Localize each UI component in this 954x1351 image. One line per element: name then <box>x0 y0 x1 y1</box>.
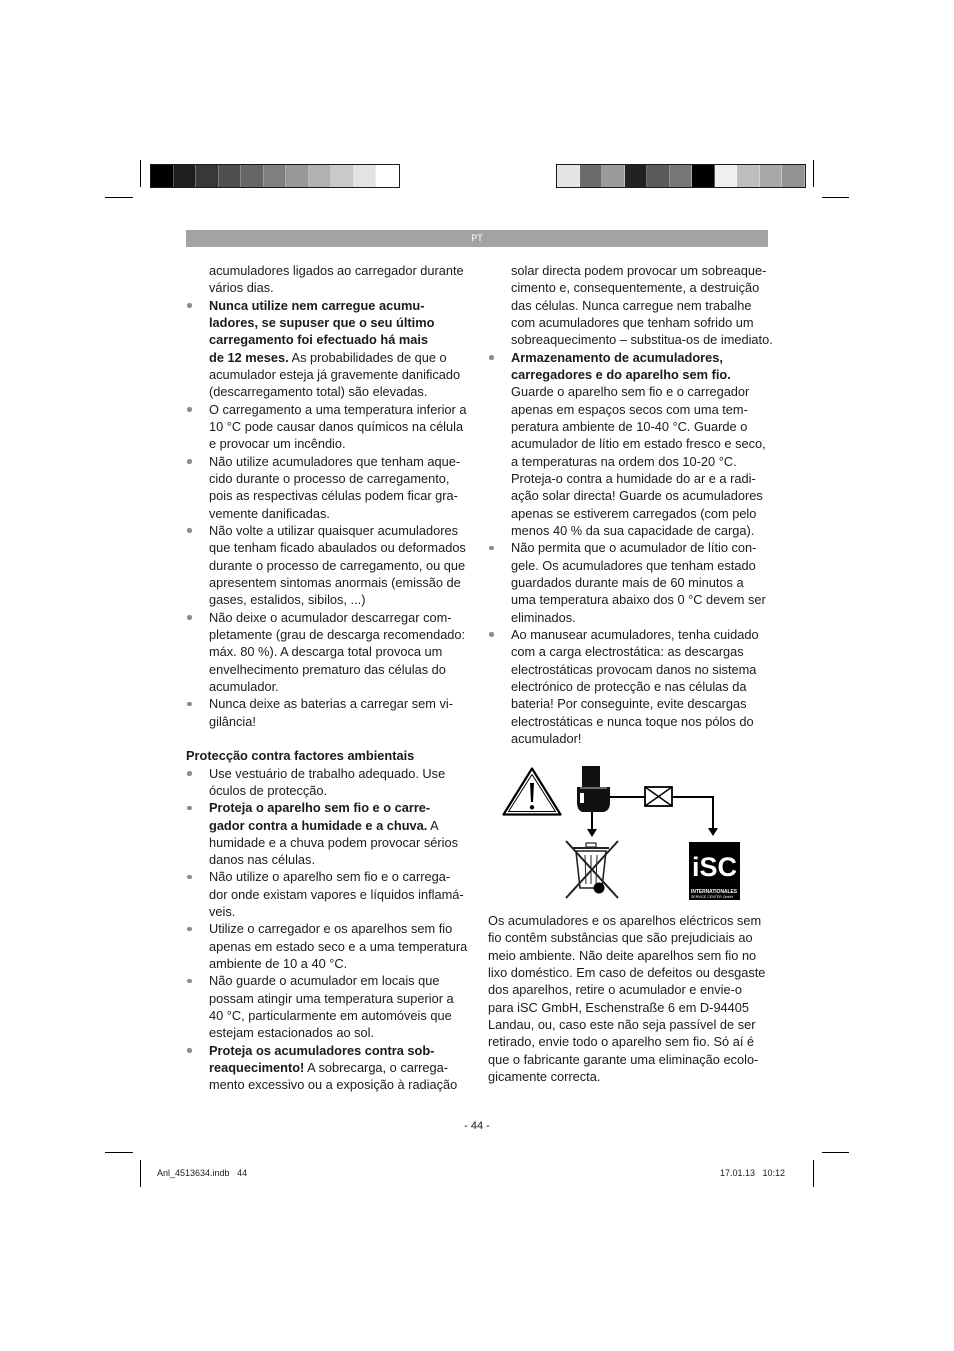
text-line <box>209 1076 476 1093</box>
text-line <box>511 487 773 504</box>
text-line <box>209 470 476 487</box>
text-line <box>209 990 476 1007</box>
text-line <box>209 626 476 643</box>
text-line <box>511 643 773 660</box>
disposal-paragraph <box>488 912 773 1085</box>
text-line <box>511 505 773 522</box>
color-swatch <box>737 165 760 187</box>
color-swatch <box>241 165 264 187</box>
regular-text: pois as respectivas células podem ficar gra- <box>209 488 458 504</box>
bullet-item <box>186 297 476 401</box>
text-line <box>209 868 476 885</box>
color-swatch <box>196 165 219 187</box>
regular-text: peratura ambiente de 10-40 °C. Guarde o <box>511 418 748 434</box>
text-line <box>209 695 476 712</box>
color-swatch <box>376 165 399 187</box>
color-swatch <box>602 165 625 187</box>
regular-text: danos nas células. <box>209 852 315 868</box>
paragraph <box>488 912 773 1085</box>
bullet-dot <box>187 615 192 620</box>
color-swatch <box>219 165 242 187</box>
battery-charger-icon <box>577 766 610 812</box>
regular-text: que o fabricante garante uma eliminação ecolo- <box>488 1051 759 1067</box>
regular-text: gicamente correcta. <box>488 1068 601 1084</box>
regular-text: cimento e, consequentemente, a destruição <box>511 280 760 296</box>
regular-text: Não utilize o aparelho sem fio e o carrega- <box>209 869 451 885</box>
bold-text: Nunca utilize nem carregue acumu- <box>209 297 425 313</box>
text-line <box>209 557 476 574</box>
regular-text: 10 °C pode causar danos químicos na célula <box>209 418 464 434</box>
regular-text: a temperaturas na ordem dos 10-20 °C. <box>511 453 737 469</box>
regular-text: máx. 80 %). A descarga total provoca um <box>209 644 443 660</box>
text-line <box>209 782 476 799</box>
color-swatch <box>557 165 580 187</box>
text-line <box>488 1016 773 1033</box>
text-line <box>209 643 476 660</box>
bullet-item <box>186 1042 476 1094</box>
regular-text: sobreaquecimento – substitua-os de imediato. <box>511 332 773 348</box>
regular-text: estejam estacionados ao sol. <box>209 1025 375 1041</box>
text-line <box>209 279 476 296</box>
language-header-bar <box>186 230 768 247</box>
regular-text: electrostáticas provocam danos no sistema <box>511 661 757 677</box>
bold-text: Proteja os acumuladores contra sob- <box>209 1042 435 1058</box>
bullet-item <box>186 972 476 1041</box>
regular-text: cido durante o processo de carregamento, <box>209 470 450 486</box>
language-label: PT <box>471 233 483 243</box>
regular-text: electrónico de protecção e nas células da <box>511 678 747 694</box>
regular-text: dor onde existam vapores e líquidos inflamá- <box>209 886 464 902</box>
text-line <box>209 297 476 314</box>
text-line <box>511 279 773 296</box>
arrow-to-bin <box>587 812 597 837</box>
text-line <box>488 947 773 964</box>
right-color-bar <box>556 164 806 188</box>
regular-text: Não deixe o acumulador descarregar com- <box>209 609 452 625</box>
text-line <box>511 539 773 556</box>
regular-text: apresentem sintomas anormais (emissão de <box>209 574 461 590</box>
regular-text: humidade e a chuva podem provocar sérios <box>209 834 458 850</box>
text-line <box>209 972 476 989</box>
text-line <box>511 366 773 383</box>
regular-text: solar directa podem provocar um sobreaque- <box>511 263 767 278</box>
bold-text: reaquecimento! <box>209 1060 305 1076</box>
color-swatch <box>264 165 287 187</box>
bullet-item <box>186 695 476 730</box>
regular-text: ação solar directa! Guarde os acumuladores <box>511 488 763 504</box>
print-file-name: Anl_4513634.indb 44 <box>157 1168 248 1178</box>
right-column <box>488 262 773 747</box>
crop-mark <box>140 1160 141 1187</box>
regular-text: eliminados. <box>511 609 576 625</box>
disposal-diagram <box>500 760 750 905</box>
regular-text: gilância! <box>209 713 256 729</box>
bold-text: Armazenamento de acumuladores, <box>511 349 723 365</box>
color-swatch <box>286 165 309 187</box>
text-line <box>511 383 773 400</box>
text-line <box>511 574 773 591</box>
regular-text: com acumuladores que tenham sofrido um <box>511 314 754 330</box>
envelope-icon <box>645 787 672 806</box>
regular-text: gases, estalidos, sibilos, ...) <box>209 592 366 608</box>
bullet-dot <box>187 927 192 932</box>
regular-text: possam atingir uma temperatura superior a <box>209 990 454 1006</box>
bold-text: Protecção contra factores ambientais <box>186 748 415 764</box>
isc-logo <box>689 842 740 900</box>
text-line <box>209 349 476 366</box>
color-swatch <box>151 165 174 187</box>
regular-text: menos 40 % da sua capacidade de carga). <box>511 522 755 538</box>
regular-text: mento excessivo ou a exposição à radiação <box>209 1077 458 1093</box>
color-swatch <box>782 165 805 187</box>
text-line <box>511 522 773 539</box>
regular-text: A sobrecarga, o carrega- <box>304 1060 448 1076</box>
regular-text: óculos de protecção. <box>209 782 328 798</box>
color-swatch <box>647 165 670 187</box>
regular-text: Proteja-o contra a humidade do ar e a radi- <box>511 470 756 486</box>
bold-text: de 12 meses. <box>209 349 289 365</box>
text-line <box>511 297 773 314</box>
bullet-dot <box>489 355 494 360</box>
text-line <box>511 331 773 348</box>
continued-paragraph <box>488 262 773 349</box>
text-line <box>209 1024 476 1041</box>
continued-paragraph <box>186 262 476 297</box>
color-swatch <box>354 165 377 187</box>
text-line <box>209 955 476 972</box>
regular-text: que tenham ficado abaulados ou deformados <box>209 540 466 556</box>
regular-text: apenas se estiverem carregados (com pelo <box>511 505 757 521</box>
regular-text: acumuladores ligados ao carregador durante <box>209 263 464 278</box>
regular-text: pletamente (grau de descarga recomendado: <box>209 626 466 642</box>
bullet-item <box>186 453 476 522</box>
regular-text: das células. Nunca carregue nem trabalhe <box>511 297 752 313</box>
regular-text: uma temperatura abaixo dos 0 °C devem ser <box>511 592 766 608</box>
color-swatch <box>331 165 354 187</box>
text-line <box>511 661 773 678</box>
color-swatch <box>309 165 332 187</box>
text-line <box>209 505 476 522</box>
text-line <box>488 1033 773 1050</box>
regular-text: Não permita que o acumulador de lítio con- <box>511 540 757 556</box>
regular-text: durante o processo de carregamento, ou que <box>209 557 466 573</box>
left-column <box>186 262 476 1094</box>
regular-text: veis. <box>209 904 236 920</box>
regular-text: acumulador! <box>511 730 582 746</box>
isc-logo-brand: iSC <box>691 852 738 882</box>
color-swatch <box>174 165 197 187</box>
text-line <box>488 981 773 998</box>
bold-text: Proteja o aparelho sem fio e o carre- <box>209 800 431 816</box>
text-line <box>209 678 476 695</box>
text-line <box>209 765 476 782</box>
text-line <box>209 591 476 608</box>
text-line <box>511 626 773 643</box>
bullet-item <box>186 868 476 920</box>
bullet-item <box>186 522 476 609</box>
bullet-dot <box>187 771 192 776</box>
page-number: - 44 - <box>464 1120 490 1132</box>
text-line <box>511 695 773 712</box>
bullet-item <box>488 539 773 626</box>
regular-text: dos aparelhos, retire o acumulador e envie-o <box>488 982 742 998</box>
text-line <box>209 435 476 452</box>
bullet-item <box>488 626 773 747</box>
regular-text: meio ambiente. Não deite aparelhos sem fio no <box>488 947 757 963</box>
regular-text: Landau, ou, caso este não seja passível de ser <box>488 1016 756 1032</box>
text-line <box>209 487 476 504</box>
text-line <box>209 366 476 383</box>
crop-mark <box>813 1160 814 1187</box>
crossed-out-bin-icon <box>566 841 618 898</box>
bullet-dot <box>489 632 494 637</box>
regular-text: vemente danificadas. <box>209 505 330 521</box>
color-swatch <box>670 165 693 187</box>
text-line <box>488 1051 773 1068</box>
arrow-to-service-center <box>672 797 718 836</box>
text-line <box>511 730 773 747</box>
color-swatch <box>760 165 783 187</box>
regular-text: Ao manusear acumuladores, tenha cuidado <box>511 626 759 642</box>
text-line <box>511 435 773 452</box>
regular-text: guardados durante mais de 60 minutos a <box>511 574 744 590</box>
text-line <box>488 1068 773 1085</box>
text-line <box>209 886 476 903</box>
regular-text: com a carga electrostática: as descargas <box>511 644 744 660</box>
regular-text: As probabilidades de que o <box>288 349 447 365</box>
regular-text: vários dias. <box>209 280 274 296</box>
regular-text: Não volte a utilizar quaisquer acumuladores <box>209 522 458 538</box>
text-line <box>209 938 476 955</box>
regular-text: ambiente de 10 a 40 °C. <box>209 956 348 972</box>
text-line <box>511 262 773 279</box>
regular-text: bateria! Por conseguinte, evite descargas <box>511 696 747 712</box>
text-line <box>209 713 476 730</box>
regular-text: A <box>427 817 439 833</box>
regular-text: electrostáticas e nunca toque nos pólos do <box>511 713 754 729</box>
left-color-bar <box>150 164 400 188</box>
crop-mark <box>105 197 133 198</box>
bold-text: carregadores e do aparelho sem fio. <box>511 366 731 382</box>
regular-text: acumulador. <box>209 678 279 694</box>
bold-text: gador contra a humidade e a chuva. <box>209 817 428 833</box>
text-line <box>186 747 476 764</box>
warning-triangle-icon <box>504 769 561 815</box>
text-line <box>488 999 773 1016</box>
color-swatch <box>580 165 603 187</box>
bullet-item <box>186 401 476 453</box>
text-line <box>209 383 476 400</box>
regular-text: e provocar um incêndio. <box>209 436 346 452</box>
regular-text: 40 °C, particularmente em automóveis que <box>209 1008 452 1024</box>
text-line <box>209 401 476 418</box>
section-heading <box>186 747 476 764</box>
regular-text: retirado, envie todo o aparelho sem fio. Só aí é <box>488 1034 755 1050</box>
crop-mark <box>813 160 814 187</box>
text-line <box>511 349 773 366</box>
regular-text: Utilize o carregador e os aparelhos sem fio <box>209 921 453 937</box>
regular-text: lixo doméstico. Em caso de defeitos ou desgaste <box>488 964 766 980</box>
bullet-item <box>186 799 476 868</box>
text-line <box>209 1007 476 1024</box>
text-line <box>488 964 773 981</box>
text-line <box>511 678 773 695</box>
text-line <box>511 591 773 608</box>
isc-logo-line1: INTERNATIONALES <box>691 889 738 895</box>
regular-text: Não utilize acumuladores que tenham aque- <box>209 453 461 469</box>
regular-text: Nunca deixe as baterias a carregar sem vi- <box>209 696 453 712</box>
text-line <box>511 713 773 730</box>
text-line <box>511 557 773 574</box>
regular-text: Os acumuladores e os aparelhos eléctricos sem <box>488 913 762 928</box>
text-line <box>209 834 476 851</box>
bullet-dot <box>489 546 494 551</box>
text-line <box>209 262 476 279</box>
text-line <box>209 1059 476 1076</box>
text-line <box>209 453 476 470</box>
bullet-dot <box>187 528 192 533</box>
text-line <box>209 799 476 816</box>
bullet-item <box>488 349 773 540</box>
text-line <box>209 539 476 556</box>
text-line <box>209 314 476 331</box>
regular-text: (descarregamento total) são elevadas. <box>209 384 428 400</box>
text-line <box>511 453 773 470</box>
text-line <box>209 817 476 834</box>
print-timestamp: 17.01.13 10:12 <box>720 1168 786 1178</box>
text-line <box>209 418 476 435</box>
regular-text: para iSC GmbH, Eschenstraße 6 em D-94405 <box>488 999 750 1015</box>
text-line <box>209 574 476 591</box>
crop-mark <box>822 1152 849 1153</box>
text-line <box>209 1042 476 1059</box>
regular-text: acumulador esteja já gravemente danificado <box>209 366 461 382</box>
bullet-dot <box>187 875 192 880</box>
bullet-dot <box>187 407 192 412</box>
text-line <box>209 920 476 937</box>
text-line <box>209 609 476 626</box>
color-swatch <box>625 165 648 187</box>
text-line <box>209 851 476 868</box>
text-line <box>488 929 773 946</box>
regular-text: O carregamento a uma temperatura inferior a <box>209 401 467 417</box>
bold-text: ladores, se supuser que o seu último <box>209 314 435 330</box>
bullet-item <box>186 609 476 696</box>
text-line <box>511 314 773 331</box>
regular-text: Guarde o aparelho sem fio e o carregador <box>511 384 750 400</box>
bullet-dot <box>187 979 192 984</box>
color-swatch <box>715 165 738 187</box>
bullet-dot <box>187 1048 192 1053</box>
text-line <box>209 661 476 678</box>
crop-mark <box>140 160 141 187</box>
bullet-dot <box>187 806 192 811</box>
regular-text: Use vestuário de trabalho adequado. Use <box>209 765 446 781</box>
text-line <box>488 912 773 929</box>
bold-text: carregamento foi efectuado há mais <box>209 332 429 348</box>
text-line <box>209 522 476 539</box>
regular-text: apenas em espaços secos com uma tem- <box>511 401 748 417</box>
crop-mark <box>822 197 849 198</box>
crop-mark <box>105 1152 133 1153</box>
bullet-dot <box>187 702 192 707</box>
regular-text: acumulador de lítio em estado fresco e seco, <box>511 436 766 452</box>
regular-text: apenas em estado seco e a uma temperatura <box>209 938 468 954</box>
regular-text: Não guarde o acumulador em locais que <box>209 973 440 989</box>
text-line <box>209 903 476 920</box>
text-line <box>511 609 773 626</box>
regular-text: envelhecimento prematuro das células do <box>209 661 446 677</box>
bullet-item <box>186 920 476 972</box>
bullet-dot <box>187 303 192 308</box>
regular-text: gele. Os acumuladores que tenham estado <box>511 557 756 573</box>
text-line <box>511 470 773 487</box>
text-line <box>511 401 773 418</box>
text-line <box>209 331 476 348</box>
isc-logo-line2: SERVICE CENTER GmbH <box>691 895 734 899</box>
regular-text: fio contêm substâncias que são prejudiciais ao <box>488 930 753 946</box>
text-line <box>511 418 773 435</box>
color-swatch <box>692 165 715 187</box>
bullet-item <box>186 765 476 800</box>
bullet-dot <box>187 459 192 464</box>
